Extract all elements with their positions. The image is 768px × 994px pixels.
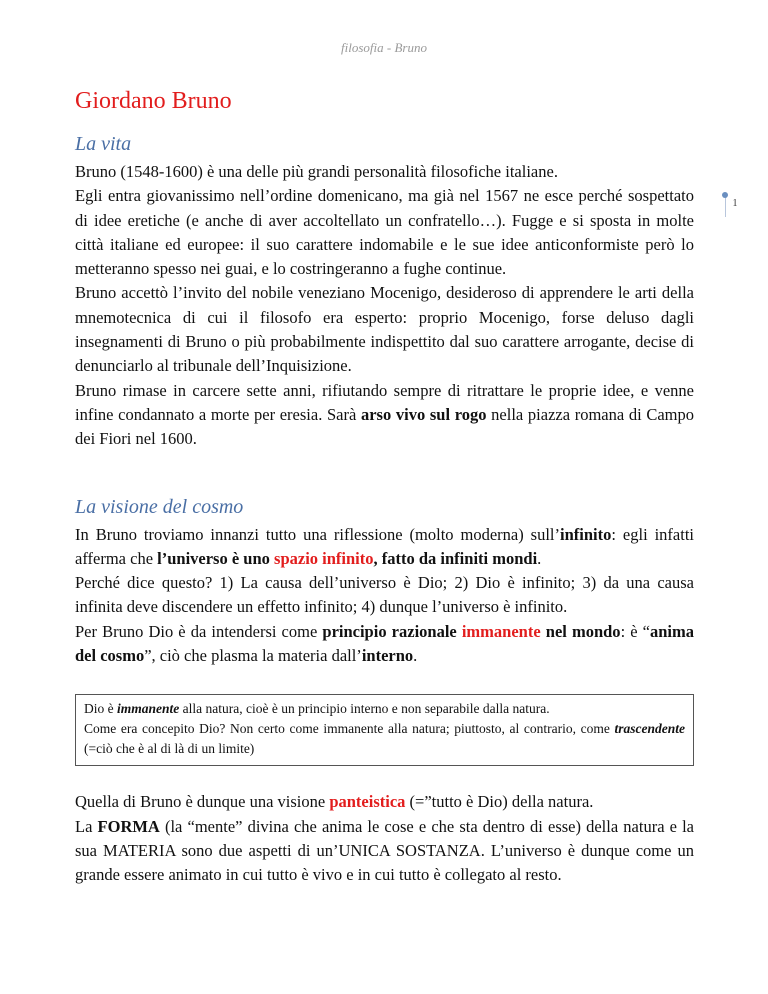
paragraph [75,790,694,814]
paragraph: Bruno accettò l’invito del nobile veneziano Mocenigo, desideroso di apprendere le arti della mnemotecnica di cui il filosofo era esperto: proprio Mocenigo, forse deluso dagli insegnamenti di Bruno o più probabilmente indispettito dal suo carattere arrogante, decise di denunciarlo al tribunale dell’Inquisizione. [75,283,694,376]
page-header: filosofia - Bruno [341,40,427,55]
page-marker-dot [722,192,728,198]
bold-text: l’universo è uno [157,548,275,568]
page-number-label: 1 [732,198,738,209]
highlight-text: panteistica [329,792,406,812]
paragraph: Egli entra giovanissimo nell’ordine domenicano, ma già nel 1567 ne esce perché sospettato di idee eretiche (e anche di aver accoltellato un confratello…). Fugge e si sposta in molte città italiane ed europee: il suo carattere indomabile e le sue idee anticonformiste però lo metteranno spesso nei guai, e lo costringeranno a fughe continue. [75,186,694,279]
paragraph: Bruno (1548-1600) è una delle più grandi personalità filosofiche italiane. [75,162,558,181]
text-run: (=”tutto è Dio) della natura. [405,792,594,812]
text-run: : egli infatti afferma che [75,524,694,568]
text-run: (la “mente” divina che anima le cose e che sta dentro di esse) della natura e la sua MATERIA sono due aspetti di un’UNICA SOSTANZA. L’universo è dunque come un grande essere animato in cui tutto è vivo e in cui tutto è collegato al resto. [75,816,694,885]
bold-text: arso vivo sul rogo [360,404,487,424]
bold-italic-text: trascendente [614,721,685,737]
bold-text: infinito [560,524,612,544]
text-run: Bruno rimase in carcere sette anni, rifiutando sempre di ritrattare le proprie idee, e venne infine condannato a morte per eresia. Sarà [75,380,694,424]
bold-text: , fatto da infiniti mondi [373,548,538,568]
section-heading-la-vita: La vita [75,133,132,155]
document-title: Giordano Bruno [75,88,232,114]
section-heading-visione-cosmo: La visione del cosmo [75,495,244,518]
text-run: (=ciò che è al di là di un limite) [84,741,255,757]
text-run: Come era concepito Dio? Non certo come immanente alla natura; piuttosto, al contrario, come [84,721,615,737]
text-run: : è “ [620,621,650,641]
text-run: La [75,816,98,836]
bold-text: nel mondo [540,621,621,641]
text-run: Dio è [84,701,117,717]
bold-text: interno [361,646,414,666]
note-line [84,719,685,759]
paragraph [75,620,694,669]
bold-italic-text: immanente [117,701,180,717]
note-box [75,694,694,766]
highlight-text: spazio infinito [274,548,374,568]
text-run: Quella di Bruno è dunque una visione [75,792,330,812]
text-run: Per Bruno Dio è da intendersi come [75,621,323,641]
text-run: alla natura, cioè è un principio interno e non separabile dalla natura. [179,701,550,717]
text-run: In Bruno troviamo innanzi tutto una riflessione (molto moderna) sull’ [75,524,561,544]
text-run: nella piazza romana di Campo dei Fiori nel 1600. [75,404,694,449]
page-marker-line [725,195,726,217]
highlight-text: immanente [461,621,541,641]
bold-text: principio razionale [322,621,462,641]
bold-text: anima del cosmo [75,621,695,666]
paragraph: Perché dice questo? 1) La causa dell’universo è Dio; 2) Dio è infinito; 3) da una causa infinita deve discendere un effetto infinito; 4) dunque l’universo è infinito. [75,573,694,617]
paragraph [75,379,694,452]
text-run: . [537,548,542,568]
document-body [75,88,694,888]
paragraph [75,815,694,888]
page-number [722,198,748,209]
paragraph [75,523,694,572]
note-line [84,699,685,719]
text-run: ”, ciò che plasma la materia dall’ [144,646,362,666]
bold-text: FORMA [97,816,160,836]
text-run: . [413,646,418,666]
